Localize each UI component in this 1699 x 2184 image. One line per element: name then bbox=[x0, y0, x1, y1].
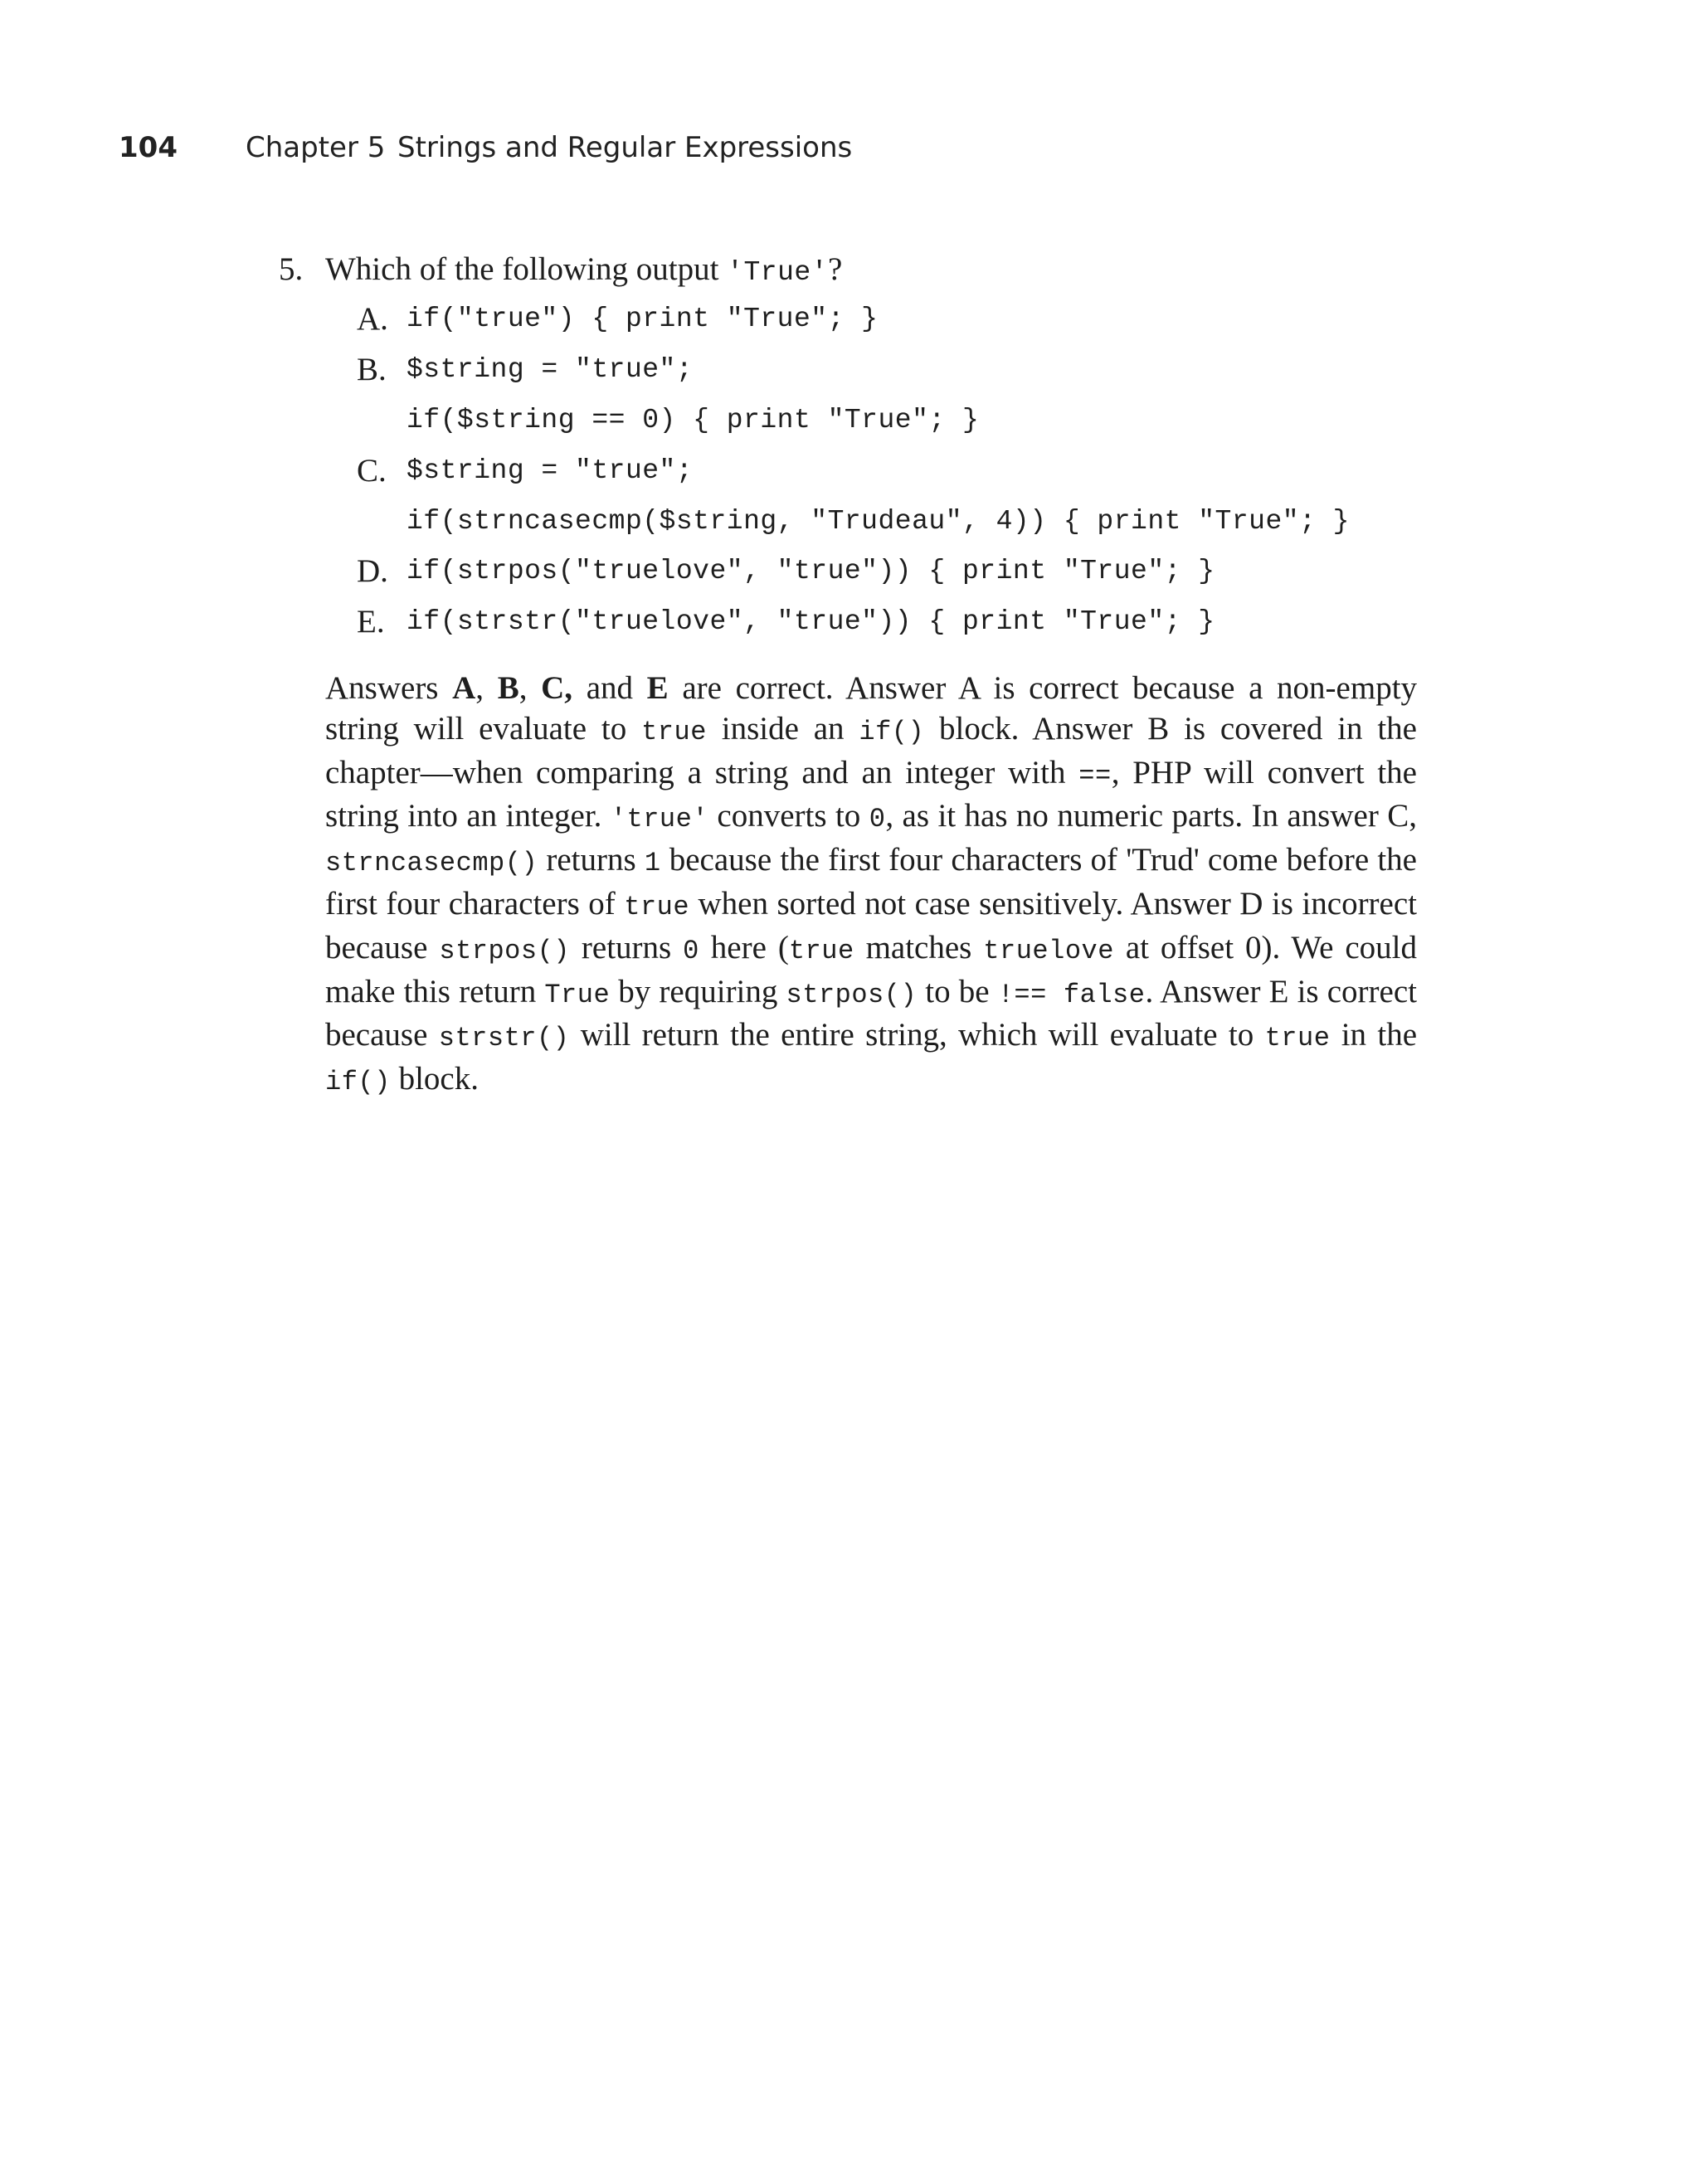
question-number: 5. bbox=[279, 251, 304, 287]
answer-bold: B bbox=[497, 670, 519, 706]
inline-code: if() bbox=[859, 716, 925, 747]
inline-code: 0 bbox=[683, 935, 699, 966]
option-code: if($string == 0) { print "True"; } bbox=[406, 405, 980, 435]
inline-code: true bbox=[1264, 1023, 1331, 1054]
inline-code: strncasecmp() bbox=[325, 848, 538, 879]
answer-bold: E bbox=[646, 670, 669, 706]
inline-code: 'true' bbox=[610, 804, 709, 835]
answer-bold: C, bbox=[541, 670, 573, 706]
answer-text: when sorted not case sensitively. Answer D is incorrect because bbox=[325, 885, 1417, 966]
chapter-label: Chapter 5 bbox=[246, 131, 386, 164]
option-letter: C. bbox=[357, 453, 387, 489]
inline-code: 1 bbox=[644, 848, 661, 879]
answer-text: matches bbox=[854, 929, 984, 966]
option-letter: A. bbox=[357, 301, 388, 337]
option-b bbox=[0, 347, 1294, 393]
answer-text: here ( bbox=[699, 929, 789, 966]
option-code: if(strpos("truelove", "true")) { print "True"; } bbox=[406, 556, 1215, 586]
answer-text: will return the entire string, which will evaluate to bbox=[569, 1017, 1265, 1053]
option-c bbox=[0, 448, 1294, 494]
answer-bold: A bbox=[452, 670, 476, 706]
inline-code: strpos() bbox=[786, 979, 918, 1010]
inline-code: strpos() bbox=[439, 935, 570, 966]
chapter-title: Strings and Regular Expressions bbox=[397, 131, 853, 164]
option-letter: E. bbox=[357, 604, 385, 640]
inline-code: truelove bbox=[983, 935, 1114, 966]
answer-text: because the first four characters of 'Trud' come before the first four characters of bbox=[325, 842, 1417, 922]
answer-text: to be bbox=[917, 973, 998, 1009]
option-a bbox=[0, 296, 1294, 343]
option-code: if(strstr("truelove", "true")) { print "True"; } bbox=[406, 606, 1215, 637]
answer-text: returns bbox=[569, 929, 684, 966]
inline-code: strstr() bbox=[438, 1023, 570, 1054]
answer-paragraph bbox=[325, 669, 1417, 1103]
option-code: if(strncasecmp($string, "Trudeau", 4)) { print "True"; } bbox=[406, 506, 1350, 537]
question-end: ? bbox=[828, 251, 843, 287]
answer-text: , PHP will convert the string into an integer. bbox=[325, 754, 1417, 834]
answer-explanation bbox=[325, 669, 1417, 1103]
option-code: $string = "true"; bbox=[406, 354, 694, 385]
inline-code: if() bbox=[325, 1067, 391, 1098]
question-text bbox=[325, 246, 842, 296]
inline-code: True bbox=[544, 979, 611, 1010]
option-e bbox=[0, 599, 1294, 645]
answer-text: by requiring bbox=[610, 973, 786, 1009]
inline-code: !== false bbox=[997, 979, 1146, 1010]
answer-text: are correct. Answer A is correct because a non-empty string will evaluate to bbox=[325, 670, 1418, 747]
answer-text: . Answer E is correct because bbox=[325, 973, 1417, 1053]
inline-code: true bbox=[788, 935, 854, 966]
answer-text: Answers bbox=[325, 670, 453, 706]
answer-text: , bbox=[518, 670, 542, 706]
inline-code: true bbox=[641, 716, 707, 747]
answer-text: converts to bbox=[708, 798, 869, 834]
answer-text: block. Answer B is covered in the chapter—when comparing a string and an integer with bbox=[325, 710, 1417, 790]
inline-code: == bbox=[1078, 760, 1112, 791]
question-prompt: Which of the following output bbox=[325, 251, 728, 287]
answer-text: at offset 0). We could make this return bbox=[325, 929, 1417, 1009]
page-number: 104 bbox=[119, 131, 178, 164]
option-letter: D. bbox=[357, 553, 388, 589]
option-code: $string = "true"; bbox=[406, 455, 694, 486]
option-b-line-2 bbox=[0, 397, 1294, 444]
answer-text: inside an bbox=[706, 710, 859, 747]
answer-text: and bbox=[572, 670, 647, 706]
option-c-line-2 bbox=[0, 499, 1350, 545]
option-letter: B. bbox=[357, 352, 387, 387]
answer-text: , as it has no numeric parts. In answer C, bbox=[885, 798, 1417, 834]
answer-text: , bbox=[475, 670, 498, 706]
answer-text: in the bbox=[1330, 1017, 1418, 1053]
inline-code: 0 bbox=[869, 804, 886, 835]
option-d bbox=[0, 548, 1294, 595]
inline-code: true bbox=[624, 891, 690, 922]
question-code: 'True' bbox=[727, 257, 828, 288]
answer-text: returns bbox=[538, 842, 645, 878]
option-code: if("true") { print "True"; } bbox=[406, 304, 879, 334]
answer-text: block. bbox=[390, 1061, 479, 1097]
